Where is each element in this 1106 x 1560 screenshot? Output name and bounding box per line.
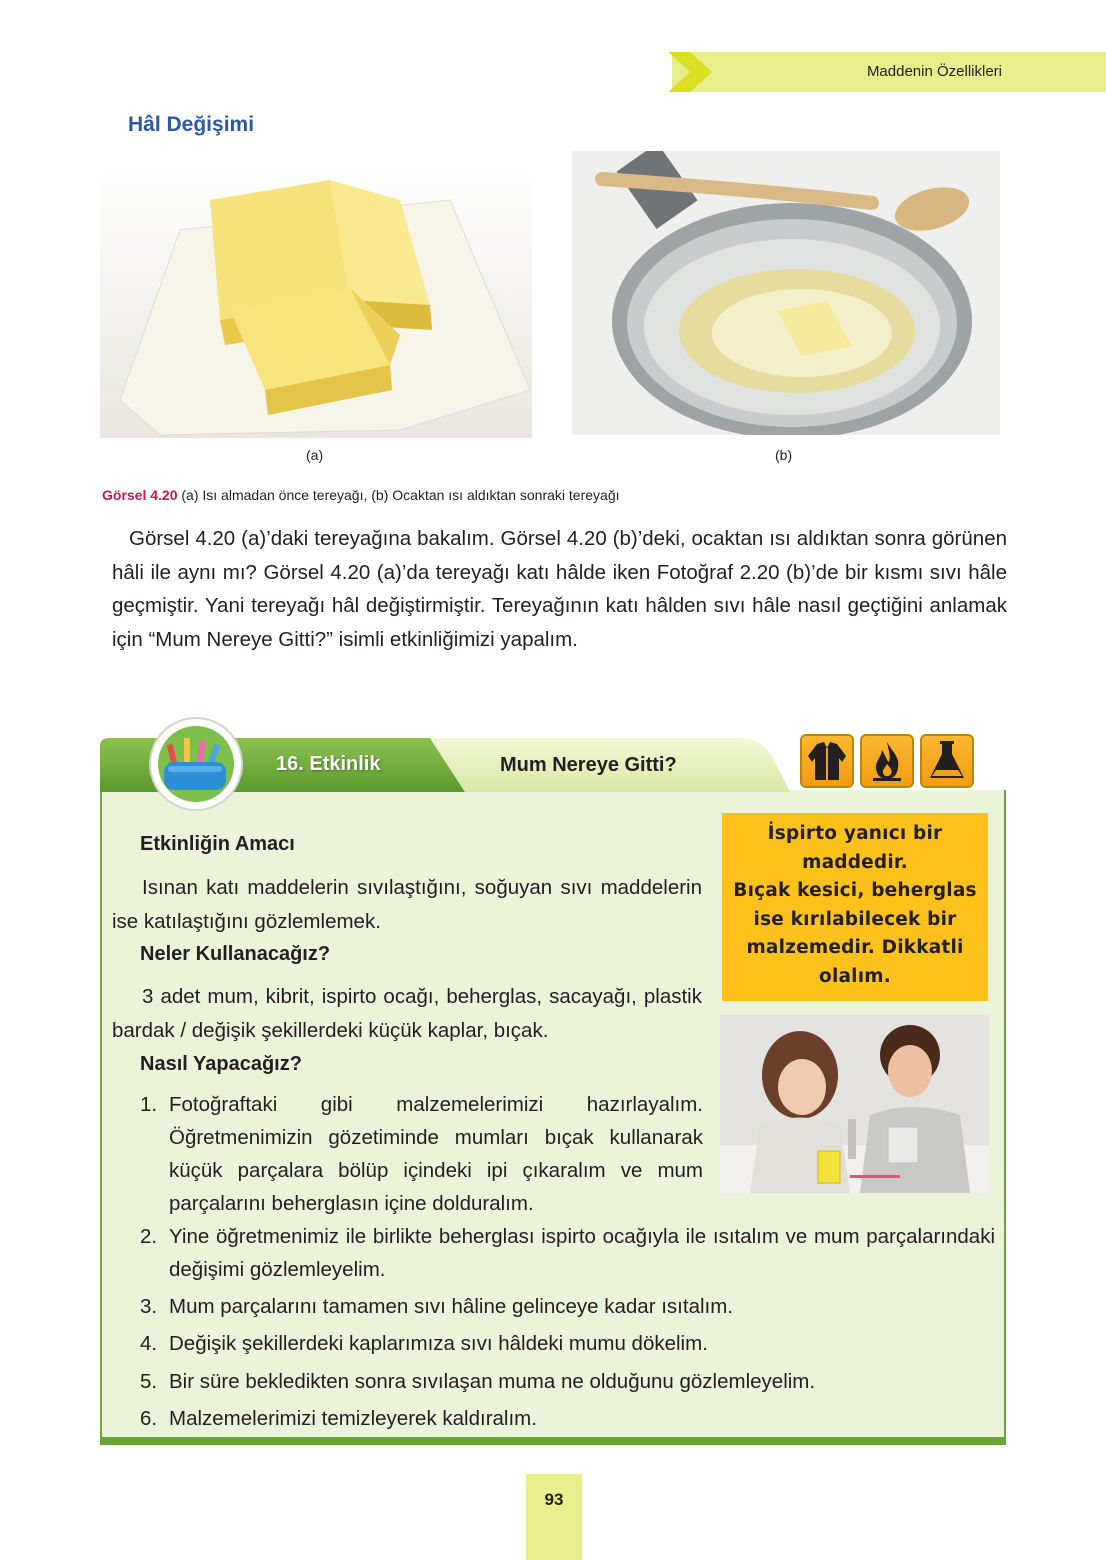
section-title: Hâl Değişimi	[128, 113, 255, 136]
warning-line: malzemedir. Dikkatli	[746, 937, 964, 958]
figure-caption	[102, 487, 620, 503]
students-experiment-photo	[720, 1015, 989, 1193]
procedure-step	[140, 1290, 995, 1323]
warning-line: Bıçak kesici, beherglas	[733, 880, 977, 901]
step-number: 4.	[140, 1332, 158, 1355]
step-number: 5.	[140, 1370, 158, 1393]
aim-text: Isınan katı maddelerin sıvılaştığını, soğuyan sıvı maddelerin ise katılaştığını gözlemlemek.	[112, 876, 702, 933]
flammable-icon	[860, 734, 914, 788]
step-number: 3.	[140, 1295, 158, 1318]
activity-box-bottom-bar	[100, 1437, 1006, 1445]
butter-melting-photo	[572, 151, 1000, 435]
activity-title: Mum Nereye Gitti?	[500, 754, 677, 776]
pencil-case-icon	[148, 716, 244, 812]
activity-number: 16. Etkinlik	[276, 753, 381, 775]
step-number: 6.	[140, 1407, 158, 1430]
figure-label-a: (a)	[306, 447, 324, 463]
body-paragraph: Görsel 4.20 (a)’daki tereyağına bakalım. Görsel 4.20 (b)’deki, ocaktan ısı aldıktan sonra görünen hâli ile aynı mı? Görsel 4.20 (a)’da tereyağı katı hâlde iken Fotoğraf 2.20 (b)’de bir kısmı sıvı hâle geçmiştir. Yani tereyağı hâl değiştirmiştir. Tereyağının katı hâlden sıvı hâle nasıl geçtiğini anlamak için “Mum Nereye Gitti?” isimli etkinliğimizi yapalım.	[112, 527, 1007, 651]
step-text: Mum parçalarını tamamen sıvı hâline gelinceye kadar ısıtalım.	[169, 1295, 733, 1318]
materials-heading: Neler Kullanacağız?	[140, 943, 331, 965]
procedure-heading: Nasıl Yapacağız?	[140, 1053, 302, 1075]
warning-line: maddedir.	[802, 851, 908, 873]
materials-text: 3 adet mum, kibrit, ispirto ocağı, beherglas, sacayağı, plastik bardak / değişik şekillerdeki küçük kaplar, bıçak.	[112, 985, 702, 1042]
procedure-step	[140, 1402, 995, 1435]
step-text: Fotoğraftaki gibi malzemelerimizi hazırlayalım. Öğretmenimizin gözetiminde mumları bıçak kullanarak küçük parçalara bölüp içindeki ipi çıkaralım ve mum parçalarını beherglasın içine dolduralım.	[169, 1093, 703, 1215]
warning-line: İspirto yanıcı bir	[767, 823, 943, 844]
header-arrow-icon	[668, 52, 714, 92]
step-number: 2.	[140, 1225, 158, 1248]
warning-line: ise kırılabilecek bir	[753, 908, 957, 930]
page-number-tab	[526, 1474, 582, 1560]
step-text: Yine öğretmenimiz ile birlikte beherglası ispirto ocağıyla ile ısıtalım ve mum parçalarındaki değişimi gözlemleyelim.	[169, 1225, 995, 1281]
figure-caption-number: Görsel 4.20	[102, 487, 178, 503]
procedure-step	[140, 1220, 995, 1286]
butter-solid-photo	[100, 160, 532, 438]
warning-line: olalım.	[819, 965, 891, 987]
page-number: 93	[544, 1490, 564, 1509]
procedure-step	[140, 1088, 703, 1220]
step-text: Malzemelerimizi temizleyerek kaldıralım.	[169, 1407, 537, 1430]
chemical-hazard-icon	[920, 734, 974, 788]
step-text: Değişik şekillerdeki kaplarımıza sıvı hâldeki mumu dökelim.	[169, 1332, 708, 1355]
lab-coat-icon	[800, 734, 854, 788]
step-text: Bir süre bekledikten sonra sıvılaşan muma ne olduğunu gözlemleyelim.	[169, 1370, 816, 1393]
figure-label-b: (b)	[775, 447, 793, 463]
chapter-title: Maddenin Özellikleri	[866, 63, 1002, 80]
procedure-step	[140, 1365, 995, 1398]
figure-caption-text: (a) Isı almadan önce tereyağı, (b) Ocaktan ısı aldıktan sonraki tereyağı	[177, 487, 620, 503]
procedure-step	[140, 1327, 995, 1360]
step-number: 1.	[140, 1093, 158, 1116]
aim-heading: Etkinliğin Amacı	[140, 833, 295, 855]
safety-warning-text	[722, 820, 988, 991]
